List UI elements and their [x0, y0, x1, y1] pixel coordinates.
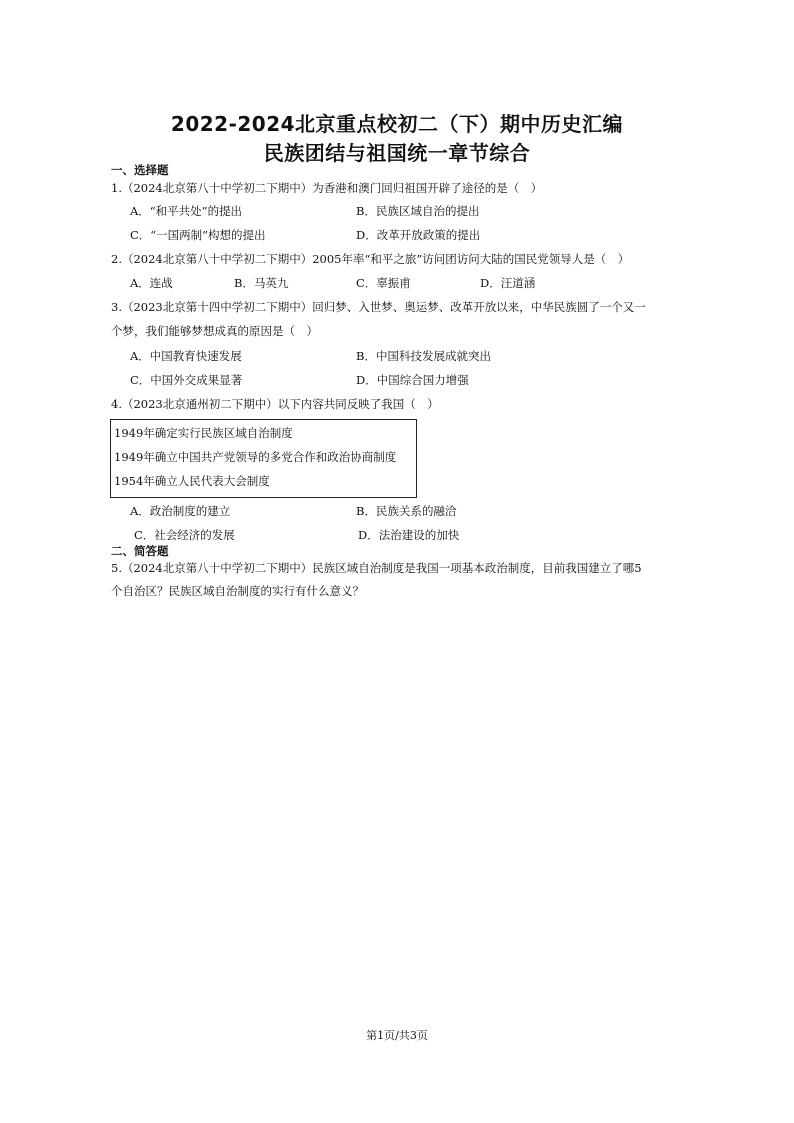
question-4-stem: 4.（2023北京通州初二下期中）以下内容共同反映了我国（ ） [111, 397, 439, 411]
question-3-option-c: C．中国外交成果显著 [130, 373, 243, 387]
question-4-material-line-1: 1949年确定实行民族区域自治制度 [114, 426, 293, 440]
question-2-stem: 2.（2024北京第八十中学初二下期中）2005年率“和平之旅”访问团访问大陆的国民党领导人是（ ） [111, 252, 630, 266]
question-4-material-line-3: 1954年确立人民代表大会制度 [114, 474, 270, 488]
question-2-option-c: C．辜振甫 [356, 276, 411, 290]
section-heading-choice: 一、选择题 [111, 163, 169, 177]
question-1-option-d: D．改革开放政策的提出 [356, 228, 481, 242]
question-2-option-d: D．汪道涵 [480, 276, 536, 290]
question-1-option-a: A．“和平共处”的提出 [130, 204, 243, 218]
question-3-option-b: B．中国科技发展成就突出 [356, 349, 491, 363]
question-4-option-d: D．法治建设的加快 [358, 528, 460, 542]
question-1-stem: 1.（2024北京第八十中学初二下期中）为香港和澳门回归祖国开辟了途径的是（ ） [111, 181, 543, 195]
document-title: 2022-2024北京重点校初二（下）期中历史汇编 [170, 112, 624, 136]
question-5-stem-line1: 5.（2024北京第八十中学初二下期中）民族区域自治制度是我国一项基本政治制度，目前我国建立了哪5 [111, 561, 642, 575]
question-4-option-a: A．政治制度的建立 [130, 504, 231, 518]
question-3-option-d: D．中国综合国力增强 [356, 373, 469, 387]
question-3-option-a: A．中国教育快速发展 [130, 349, 242, 363]
question-4-option-c: C．社会经济的发展 [134, 528, 235, 542]
question-4-material-line-2: 1949年确立中国共产党领导的多党合作和政治协商制度 [114, 450, 397, 464]
question-1-option-b: B．民族区域自治的提出 [356, 204, 480, 218]
section-heading-short-answer: 二、简答题 [111, 544, 169, 558]
question-2-option-b: B．马英九 [234, 276, 289, 290]
document-subtitle: 民族团结与祖国统一章节综合 [263, 141, 531, 165]
question-2-option-a: A．连战 [130, 276, 173, 290]
question-3-stem-line1: 3.（2023北京第十四中学初二下期中）回归梦、入世梦、奥运梦、改革开放以来，中华民族圆了一个又一 [111, 300, 646, 314]
question-1-option-c: C．“一国两制”构想的提出 [130, 228, 266, 242]
question-5-stem-line2: 个自治区？民族区域自治制度的实行有什么意义？ [111, 584, 364, 598]
question-3-stem-line2: 个梦，我们能够梦想成真的原因是（ ） [111, 324, 318, 338]
question-4-option-b: B．民族关系的融洽 [356, 504, 457, 518]
page-number: 第1页/共3页 [366, 1029, 428, 1042]
